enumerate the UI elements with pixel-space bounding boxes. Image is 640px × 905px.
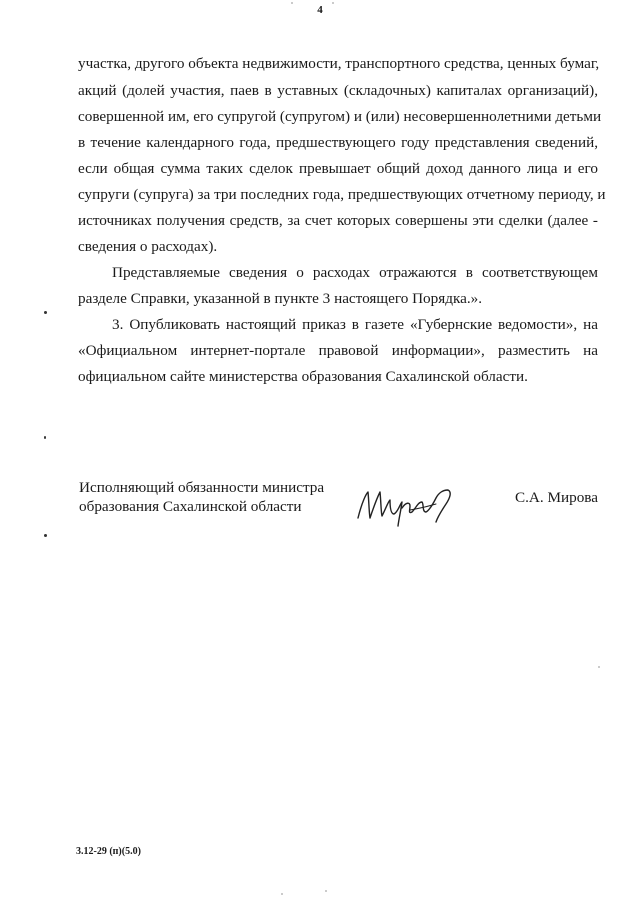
scan-speck <box>332 2 334 4</box>
body-line: совершенной им, его супругой (супругом) и (или) несовершеннолетними детьми <box>78 108 602 125</box>
scan-speck <box>281 893 283 895</box>
body-line: супруги (супруга) за три последних года, предшествующих отчетному периоду, и <box>78 186 606 203</box>
body-line: официальном сайте министерства образования Сахалинской области. <box>78 368 528 385</box>
scan-speck <box>44 311 47 314</box>
body-line: участка, другого объекта недвижимости, транспортного средства, ценных бумаг, <box>78 55 600 72</box>
body-line: акций (долей участия, паев в уставных (складочных) капиталах организаций), <box>78 82 598 99</box>
body-line: если общая сумма таких сделок превышает общий доход данного лица и его <box>78 160 598 177</box>
signer-name: С.А. Мирова <box>515 489 599 506</box>
list-item-3-first-line: 3. Опубликовать настоящий приказ в газете «Губернские ведомости», на <box>112 316 598 333</box>
body-line: сведения о расходах). <box>78 238 218 255</box>
body-line: в течение календарного года, предшествующего году представления сведений, <box>78 134 598 151</box>
signer-title-line1: Исполняющий обязанности министра <box>79 479 325 496</box>
scan-speck <box>325 890 327 892</box>
handwritten-signature-icon <box>352 480 470 530</box>
paragraph-first-line: Представляемые сведения о расходах отражаются в соответствующем <box>112 264 598 281</box>
scan-speck <box>291 2 293 4</box>
body-line: разделе Справки, указанной в пункте 3 настоящего Порядка.». <box>78 290 483 307</box>
scan-speck <box>598 666 600 668</box>
page-number: 4 <box>317 4 323 16</box>
document-code: 3.12-29 (п)(5.0) <box>76 846 141 857</box>
scan-speck <box>44 534 47 537</box>
signer-title <box>79 478 339 516</box>
body-line: «Официальном интернет-портале правовой информации», разместить на <box>78 342 598 359</box>
scan-speck <box>44 436 46 439</box>
signer-title-line2: образования Сахалинской области <box>79 498 302 515</box>
body-line: источниках получения средств, за счет которых совершены эти сделки (далее - <box>78 212 598 229</box>
